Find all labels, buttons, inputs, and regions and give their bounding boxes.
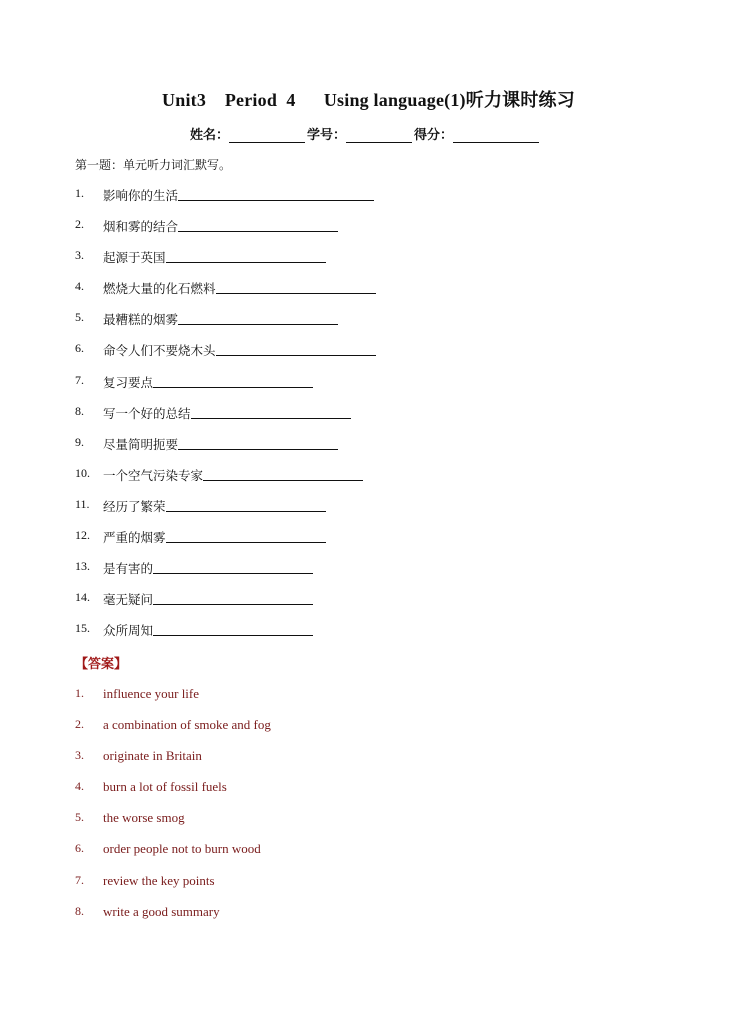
question-item	[75, 497, 376, 528]
question-number: 6.	[75, 341, 84, 356]
answer-text: review the key points	[103, 872, 215, 888]
answer-number: 3.	[75, 748, 84, 763]
answer-number: 4.	[75, 779, 84, 794]
question-number: 10.	[75, 465, 90, 480]
question-item	[75, 590, 376, 621]
question-item	[75, 466, 376, 497]
question-number: 3.	[75, 248, 84, 263]
answer-blank[interactable]	[166, 248, 326, 263]
answer-number: 2.	[75, 717, 84, 732]
answer-number: 7.	[75, 872, 84, 887]
answer-blank[interactable]	[178, 435, 338, 450]
question-item	[75, 341, 376, 372]
question-text: 影响你的生活	[103, 188, 179, 203]
question-item	[75, 404, 376, 435]
answer-item	[75, 904, 271, 935]
answer-text: the worse smog	[103, 810, 185, 826]
question-number: 15.	[75, 621, 90, 636]
question-text: 最糟糕的烟雾	[103, 312, 179, 328]
id-label: 学号：	[307, 128, 347, 143]
question-list	[75, 186, 376, 652]
question-text: 写一个好的总结	[103, 405, 191, 421]
question-text: 严重的烟雾	[103, 530, 166, 546]
answer-item	[75, 717, 271, 748]
id-blank[interactable]	[346, 128, 412, 143]
question-item	[75, 217, 376, 248]
answer-blank[interactable]	[216, 279, 376, 294]
section-title: 第一题：单元听力词汇默写。	[75, 158, 232, 172]
answer-list	[75, 686, 271, 935]
question-number: 4.	[75, 279, 84, 294]
answer-item	[75, 748, 271, 779]
question-text: 命令人们不要烧木头	[103, 343, 216, 359]
question-number: 11.	[75, 496, 90, 511]
answer-text: burn a lot of fossil fuels	[103, 779, 227, 795]
answer-blank[interactable]	[153, 590, 313, 605]
question-item	[75, 310, 376, 341]
question-number: 1.	[75, 186, 84, 200]
answer-item	[75, 810, 271, 841]
answer-text: influence your life	[103, 686, 200, 701]
answer-number: 1.	[75, 686, 84, 700]
answer-blank[interactable]	[166, 497, 326, 512]
question-number: 5.	[75, 310, 84, 325]
question-text: 毫无疑问	[103, 592, 154, 608]
answer-blank[interactable]	[216, 341, 376, 356]
question-text: 复习要点	[103, 374, 154, 390]
page-title: Unit3 Period 4 Using language(1)听力课时练习	[162, 90, 575, 110]
question-item	[75, 373, 376, 404]
question-item	[75, 279, 376, 310]
answer-text: originate in Britain	[103, 748, 202, 764]
answer-text: a combination of smoke and fog	[103, 717, 271, 733]
question-item	[75, 435, 376, 466]
question-item	[75, 248, 376, 279]
name-label: 姓名：	[190, 128, 230, 143]
answer-blank[interactable]	[178, 217, 338, 232]
answer-blank[interactable]	[166, 528, 326, 543]
answer-text: write a good summary	[103, 903, 220, 919]
score-blank[interactable]	[453, 128, 539, 143]
question-item	[75, 621, 376, 652]
question-text: 尽量简明扼要	[103, 436, 179, 452]
answer-blank[interactable]	[191, 404, 351, 419]
question-number: 9.	[75, 434, 84, 449]
answer-blank[interactable]	[178, 186, 374, 201]
question-text: 燃烧大量的化石燃料	[103, 281, 216, 297]
answer-number: 6.	[75, 841, 84, 856]
name-blank[interactable]	[229, 128, 305, 143]
question-number: 8.	[75, 403, 84, 418]
question-number: 13.	[75, 559, 90, 574]
question-item	[75, 186, 376, 217]
answer-item	[75, 873, 271, 904]
question-text: 是有害的	[103, 561, 154, 577]
question-number: 7.	[75, 372, 84, 387]
answer-blank[interactable]	[178, 310, 338, 325]
question-text: 烟和雾的结合	[103, 219, 179, 235]
answer-text: order people not to burn wood	[103, 841, 261, 857]
answer-number: 5.	[75, 810, 84, 825]
question-text: 起源于英国	[103, 250, 166, 266]
answer-heading: 【答案】	[75, 657, 128, 672]
question-number: 14.	[75, 590, 90, 605]
question-number: 2.	[75, 217, 84, 232]
question-text: 众所周知	[103, 623, 154, 639]
answer-blank[interactable]	[153, 621, 313, 636]
answer-blank[interactable]	[153, 559, 313, 574]
student-info-line	[190, 124, 541, 143]
answer-item	[75, 779, 271, 810]
question-item	[75, 528, 376, 559]
question-text: 一个空气污染专家	[103, 467, 204, 483]
answer-blank[interactable]	[153, 373, 313, 388]
answer-blank[interactable]	[203, 466, 363, 481]
answer-item	[75, 686, 271, 717]
question-text: 经历了繁荣	[103, 498, 166, 514]
score-label: 得分：	[414, 128, 454, 143]
question-item	[75, 559, 376, 590]
answer-number: 8.	[75, 903, 84, 918]
question-number: 12.	[75, 528, 90, 543]
answer-item	[75, 841, 271, 872]
